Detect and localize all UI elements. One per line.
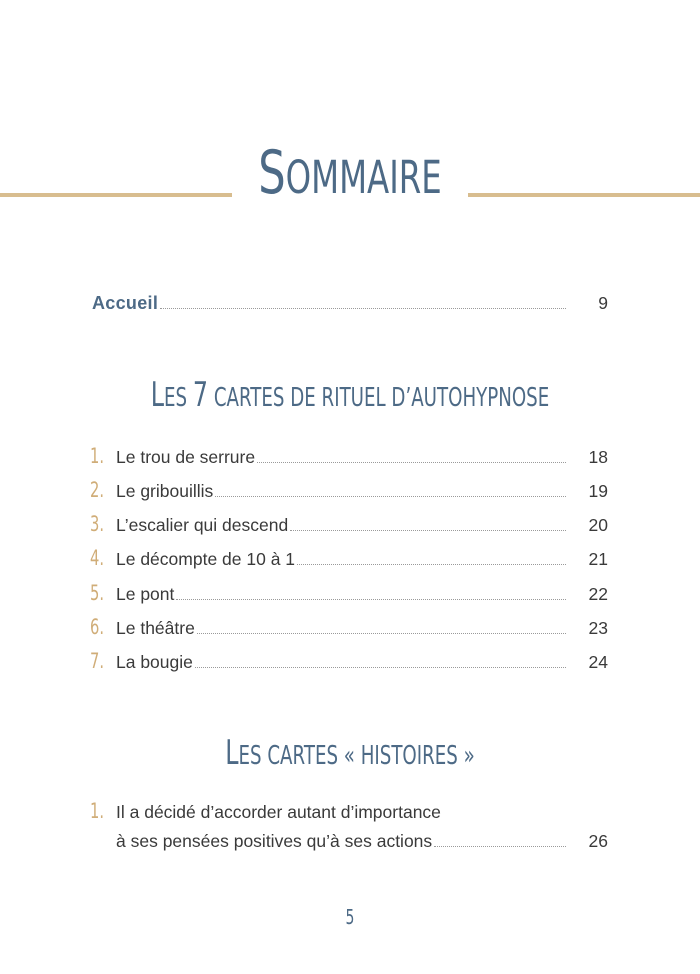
dot-leader (176, 598, 566, 600)
toc-entry-label: La bougie (116, 652, 193, 672)
section-title-histoires (105, 731, 595, 778)
dot-leader (434, 845, 566, 847)
toc-entry-page: 20 (588, 515, 608, 535)
toc-entry-number: 1. (90, 444, 105, 468)
toc-entry-accueil[interactable] (92, 290, 608, 314)
section-title-rituels (105, 373, 595, 420)
toc-entry-page: 19 (588, 481, 608, 501)
section-title-initial: L (225, 733, 239, 773)
toc-entry-label-line2: à ses pensées positives qu’à ses actions (116, 831, 433, 851)
dot-leader (160, 307, 566, 309)
toc-entry-page: 21 (588, 549, 608, 569)
toc-entry-label: Accueil (92, 293, 159, 313)
section-title-part: ES CARTES (238, 741, 344, 771)
toc-entry-label: Le trou de serrure (116, 447, 256, 467)
toc-entry-number: 6. (90, 615, 105, 639)
toc-entry-page: 24 (588, 652, 608, 672)
toc-entry[interactable] (92, 615, 608, 639)
toc-entry-label: Le théâtre (116, 618, 195, 638)
toc-entry-page: 18 (588, 447, 608, 467)
section-title-number: 7 (192, 375, 209, 415)
toc-entry-page: 23 (588, 618, 608, 638)
section-title-part: CARTES DE RITUEL D’AUTOHYPNOSE (208, 383, 550, 413)
toc-entry[interactable] (92, 581, 608, 605)
toc-entry-page: 26 (588, 831, 608, 851)
section-title-part: « HISTOIRES » (343, 741, 475, 771)
toc-entry-number: 4. (90, 546, 105, 570)
section-title-part: ES (164, 383, 193, 413)
toc-entry[interactable] (92, 649, 608, 673)
title-initial: S (258, 138, 286, 208)
section-title-initial: L (150, 375, 165, 415)
dot-leader (297, 563, 566, 565)
toc-entry-label: Le pont (116, 584, 175, 604)
title-rest: OMMAIRE (285, 151, 442, 204)
dot-leader (195, 666, 566, 668)
dot-leader (290, 529, 566, 531)
page-title (98, 132, 602, 219)
page-number: 5 (345, 905, 355, 929)
toc-entry-label: Le gribouillis (116, 481, 214, 501)
toc-entry-label: L’escalier qui descend (116, 515, 289, 535)
dot-leader (215, 495, 566, 497)
toc-entry-number: 2. (90, 478, 105, 502)
toc-entry-label-line1[interactable]: Il a décidé d’accorder autant d’importance (116, 802, 441, 822)
toc-entry[interactable] (92, 546, 608, 570)
dot-leader (197, 632, 566, 634)
dot-leader (257, 461, 566, 463)
toc-entry-number: 7. (90, 649, 105, 673)
toc-entry-number: 1. (90, 799, 105, 823)
toc-entry-page: 9 (598, 293, 608, 313)
toc-entry-page: 22 (588, 584, 608, 604)
toc-entry-number: 5. (90, 581, 105, 605)
toc-entry-number: 3. (90, 512, 105, 536)
toc-entry[interactable] (92, 512, 608, 536)
toc-entry[interactable] (92, 444, 608, 468)
toc-entry-label: Le décompte de 10 à 1 (116, 549, 296, 569)
toc-entry[interactable] (92, 478, 608, 502)
toc-entry[interactable] (92, 828, 608, 852)
